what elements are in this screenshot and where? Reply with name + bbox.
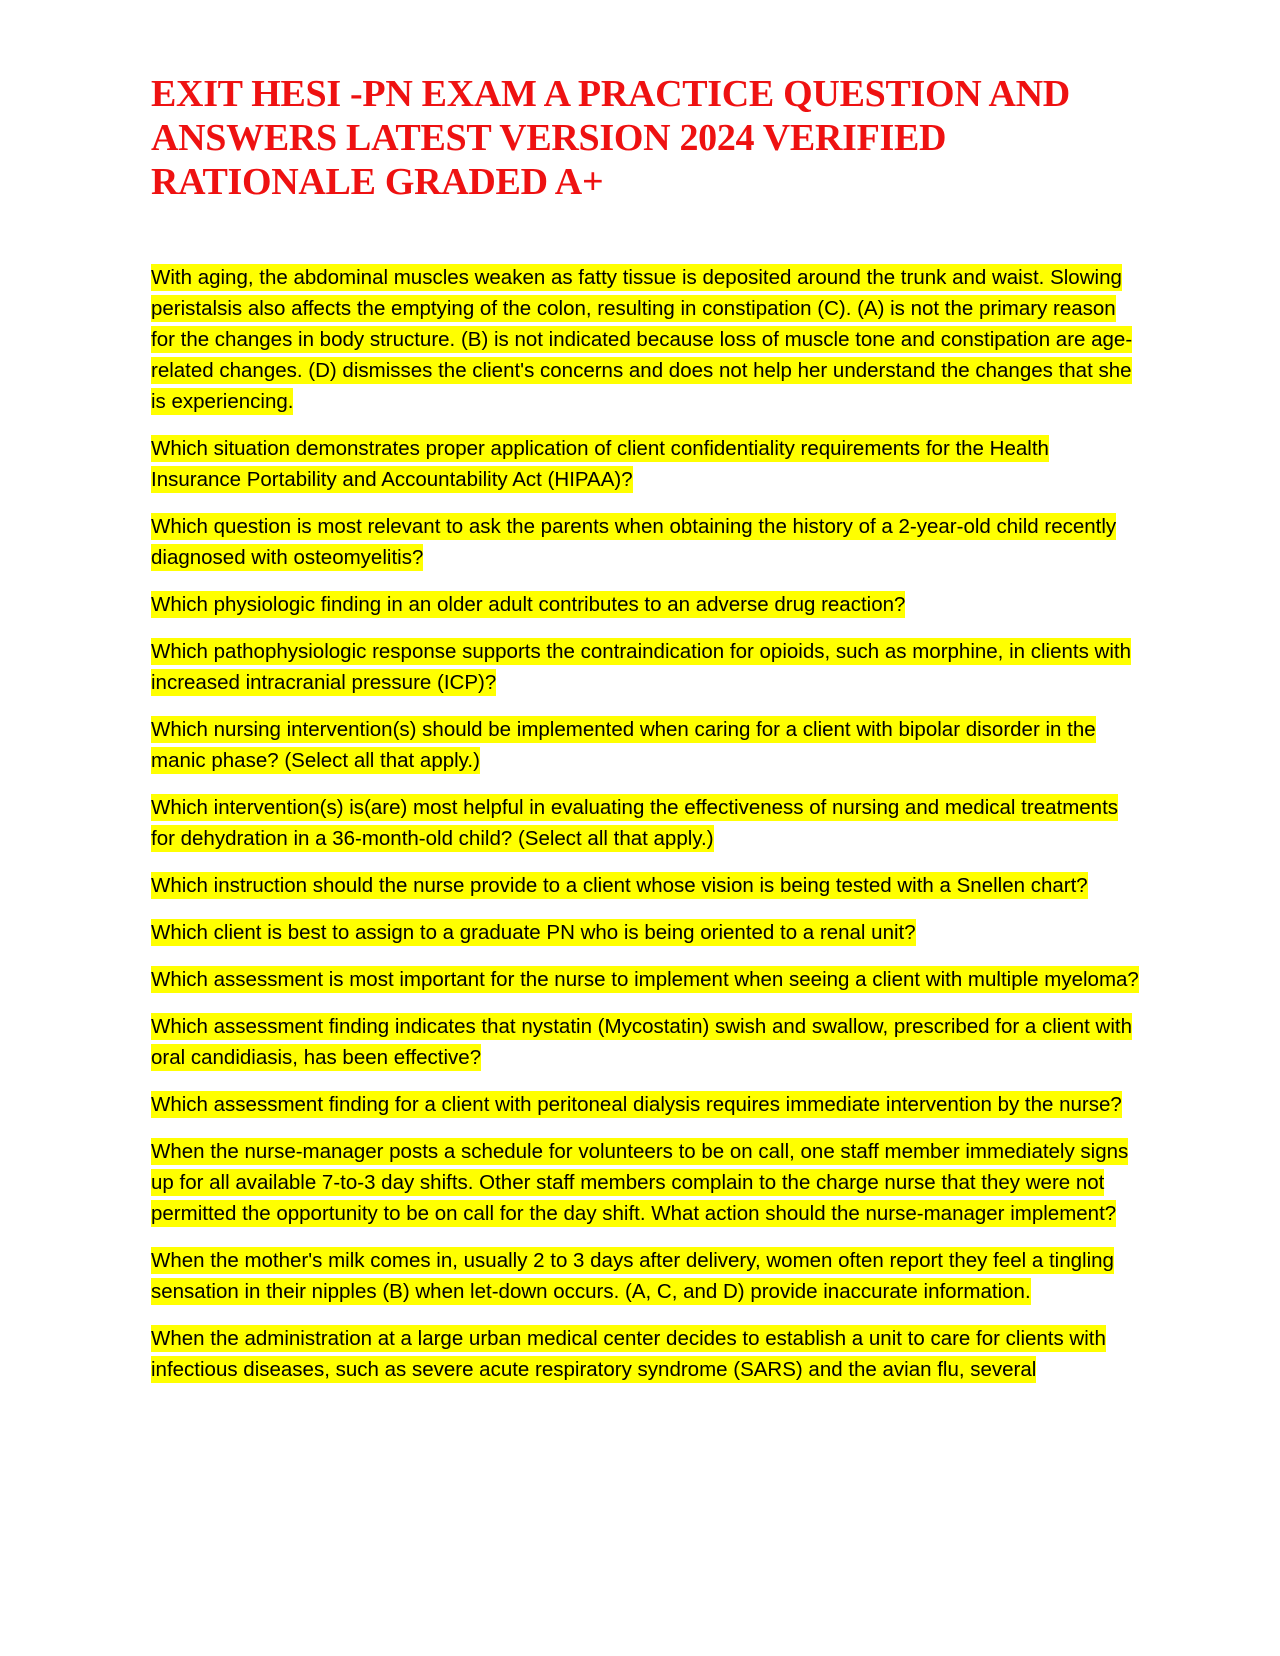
highlighted-text: Which assessment finding for a client with peritoneal dialysis requires immediate intervention by the nurse?: [151, 1093, 1122, 1116]
question-on-call-schedule: [151, 1136, 1141, 1229]
question-multiple-myeloma: [151, 964, 1141, 995]
highlighted-text: Which instruction should the nurse provide to a client whose vision is being tested with a Snellen chart?: [151, 874, 1088, 897]
highlighted-text: Which assessment finding indicates that nystatin (Mycostatin) swish and swallow, prescribed for a client with oral candidiasis, has been effective?: [151, 1015, 1133, 1069]
question-renal-unit: [151, 917, 1141, 948]
question-snellen-chart: [151, 870, 1141, 901]
highlighted-text: Which nursing intervention(s) should be implemented when caring for a client with bipolar disorder in the manic phase? (Select all that apply.): [151, 718, 1096, 772]
highlighted-text: Which client is best to assign to a graduate PN who is being oriented to a renal unit?: [151, 921, 916, 944]
highlighted-text: Which pathophysiologic response supports the contraindication for opioids, such as morphine, in clients with increased intracranial pressure (ICP)?: [151, 640, 1131, 694]
paragraph-milk-letdown: [151, 1245, 1141, 1307]
highlighted-text: With aging, the abdominal muscles weaken as fatty tissue is deposited around the trunk and waist. Slowing peristalsis also affects the emptying of the colon, resulting in constipation (C). (A) is not the primary reason for the changes in body structure. (B) is not indicated because loss of muscle tone and constipation are age-related changes. (D) dismisses the client's concerns and does not help her understand the changes that she is experiencing.: [151, 266, 1133, 413]
question-peritoneal-dialysis: [151, 1089, 1141, 1120]
question-osteomyelitis: [151, 511, 1141, 573]
document-page: [151, 72, 1141, 1401]
highlighted-text: When the mother's milk comes in, usually 2 to 3 days after delivery, women often report they feel a tingling sensation in their nipples (B) when let-down occurs. (A, C, and D) provide inaccurate information.: [151, 1249, 1114, 1303]
question-hipaa: [151, 433, 1141, 495]
highlighted-text: Which physiologic finding in an older adult contributes to an adverse drug reaction?: [151, 593, 906, 616]
highlighted-text: Which question is most relevant to ask the parents when obtaining the history of a 2-year-old child recently diagnosed with osteomyelitis?: [151, 515, 1117, 569]
highlighted-text: Which situation demonstrates proper application of client confidentiality requirements for the Health Insurance Portability and Accountability Act (HIPAA)?: [151, 437, 1049, 491]
highlighted-text: When the nurse-manager posts a schedule for volunteers to be on call, one staff member immediately signs up for all available 7-to-3 day shifts. Other staff members complain to the charge nurse that they were not permitted the opportunity to be on call for the day shift. What action should the nurse-manager implement?: [151, 1140, 1129, 1225]
highlighted-text: Which assessment is most important for the nurse to implement when seeing a client with multiple myeloma?: [151, 968, 1139, 991]
question-nystatin: [151, 1011, 1141, 1073]
question-bipolar-manic: [151, 714, 1141, 776]
document-body: [151, 262, 1141, 1385]
highlighted-text: Which intervention(s) is(are) most helpful in evaluating the effectiveness of nursing and medical treatments for dehydration in a 36-month-old child? (Select all that apply.): [151, 796, 1119, 850]
document-title: EXIT HESI -PN EXAM A PRACTICE QUESTION AND ANSWERS LATEST VERSION 2024 VERIFIED RATIONALE GRADED A+: [151, 73, 1070, 203]
question-dehydration-child: [151, 792, 1141, 854]
question-adverse-drug-reaction: [151, 589, 1141, 620]
paragraph-aging-rationale: [151, 262, 1141, 417]
question-opioids-icp: [151, 636, 1141, 698]
paragraph-infectious-unit: [151, 1323, 1141, 1385]
highlighted-text: When the administration at a large urban medical center decides to establish a unit to care for clients with infectious diseases, such as severe acute respiratory syndrome (SARS) and the avian flu, several: [151, 1327, 1106, 1381]
